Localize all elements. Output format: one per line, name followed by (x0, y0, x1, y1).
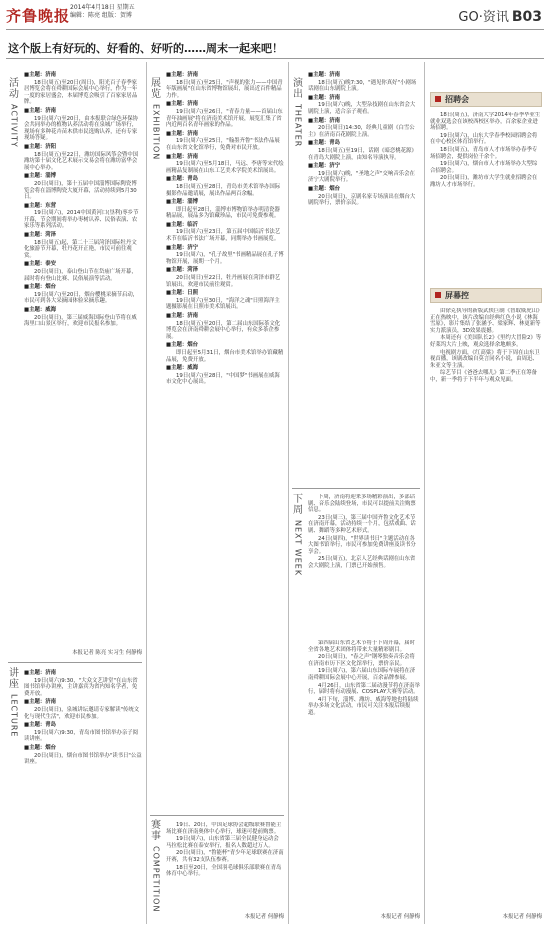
activity-byline: 本报记者 陈亮 实习生 何静梅 (72, 650, 142, 656)
section-en: LECTURE (9, 694, 19, 738)
item-text: 23日(周三)，第三届中国齐鲁文化艺术节在济南开幕，活动持续一个月，包括戏曲、话剧、舞蹈等多种艺术形式。 (308, 514, 416, 534)
item-heading: ■主题：淄博 (24, 173, 57, 180)
section-label-theater (292, 78, 304, 147)
item-text: 19日(周六)，"孔子故里"书画精品展在孔子博物馆开展，展期一个月。 (166, 252, 284, 265)
column-divider (146, 62, 147, 924)
recruit-column (430, 112, 542, 282)
item-heading: ■主题：烟台 (24, 744, 57, 751)
item-text: 20日(周日)14:30，经典儿童剧《白雪公主》在济南百花剧院上演。 (308, 125, 415, 138)
page-banner: 这个版上有好玩的、好看的、好听的……周末一起来吧！ (8, 42, 283, 55)
section-zh: 演出 (293, 78, 303, 100)
item-text: 18日(周五)至22日，潍坊国际风筝会暨中国潍坊第十届文化艺术展示交易会将在潍坊富华会展中心举办。 (24, 151, 139, 171)
item-heading: ■主题：济南 (166, 130, 199, 137)
next-week-byline: 本报记者 何静梅 (380, 914, 420, 920)
item-text: 19日(周六)至26日，"青春力量——首届山东青年油画展"将在济南美术馆开展，展览汇集了省内近两百名青年画家的作品。 (166, 108, 283, 129)
item-text: 电视剧方面，《红高粱》将于下周在山东卫视首播，该剧改编自莫言同名小说，由周迅、朱亚文等主演。 (430, 349, 540, 369)
section-zh: 讲座 (9, 668, 19, 690)
item-text: 19日(周六)9:30，青岛市图书馆举办亲子阅读讲座。 (24, 729, 139, 743)
item-text: 19日(周六)晚，"圣地之声"交响音乐会在济宁大剧院举行。 (308, 170, 415, 184)
item-heading: ■主题：济宁 (166, 244, 199, 251)
item-text: 18日至20日，全国羽毛球俱乐部联赛在青岛体育中心举行。 (166, 864, 282, 878)
newspaper-logo: 齐鲁晚报 (6, 7, 71, 25)
competition-column (166, 822, 284, 910)
section-en: THEATER (293, 104, 303, 148)
section-en: COMPETITION (151, 846, 161, 913)
item-heading: ■主题：济南 (166, 72, 199, 78)
item-text: 20日(周日)至22日，牡丹画展在菏泽市群艺馆展出，欢迎市民前往观赏。 (166, 275, 281, 288)
item-heading: ■主题：青岛 (308, 140, 341, 147)
item-text: 20日(周日)，泰山登山节在岱庙广场开幕，届时将有登山比赛、民俗展演等活动。 (24, 269, 137, 282)
item-text: 19日(周六)至28日，"中国梦"书画展在威海市文化中心展出。 (166, 372, 280, 386)
item-text: 20日(周日)，第十五届中国淄博国际陶瓷博览会将在淄博陶瓷大厦开幕，活动持续到5月30日。 (24, 180, 137, 201)
section-zh: 下周 (293, 494, 303, 516)
section-label-lecture (8, 668, 20, 737)
page-number: B03 (511, 9, 542, 25)
item-text: 18日(周五)晚7:30，"遇见你真好"小剧场话剧在山东剧院上演。 (308, 79, 417, 93)
section-zh: 展览 (151, 78, 161, 100)
item-text: 18日(周五)起，第二十三届菏泽国际牡丹文化旅游节开幕，牡丹花开正艳，市民可前往观赏。 (24, 239, 137, 259)
item-text: 19日(周六)至25日，"翰墨齐鲁"书法作品展在山东省文化馆举行，免费对市民开放。 (166, 138, 280, 151)
item-text: 18日(周五)，济南大学2014年春季毕业生就业双选会在该校西校区举办，百余家企业进场招聘。 (430, 112, 541, 132)
section-en: NEXT WEEK (293, 520, 303, 577)
item-text: 18日(周五)至20日(周日)，阳光百子春季家居博览会将在舜耕国际会展中心举行，作为一年一度的家居盛会，本届博览会吸引了百家家居品牌。 (24, 79, 138, 106)
item-text: 20日(周日)，泉城讲坛邀请专家解读"传统文化与现代生活"，欢迎市民参加。 (24, 706, 140, 720)
item-text: 20日(周日)，京剧名家专场演出在烟台大剧院举行，票价亲民。 (308, 193, 416, 207)
item-heading: ■主题：菏泽 (166, 267, 199, 274)
section-en: EXHIBITION (151, 104, 161, 161)
item-text: 20日(周日)，烟台市图书馆举办"读书日"公益讲座。 (24, 752, 142, 766)
item-text: 19日(周六)至20日，由本报联合绿色环保协会共同举办的植物认养活动将在泉城广场举行，现场有多种花卉苗木供市民选购认养，还有专家现场答疑。 (24, 115, 139, 142)
item-text: 由徐克执导的新版武侠巨制《智取威虎山》正在热映中，该片改编自经典红色小说《林海雪原》，影片集结了张涵予、梁家辉、林更新等实力派演员，3D效果震撼。 (430, 308, 541, 334)
item-text: 20日(周日)，"春之声"钢琴独奏音乐会将在济南市历下区文化馆举行，票价亲民。 (308, 654, 415, 667)
item-text: 20日(周日)，第三届威海国际登山节将在威海里口山景区举行，欢迎市民报名参加。 (24, 314, 137, 328)
item-text: 19日(周六)，山东大学春季校园招聘会将在中心校区体育馆举行。 (430, 132, 538, 146)
item-text: 19日(周六)晚，大型杂技剧在山东省会大剧院上演，适合亲子观看。 (308, 102, 416, 115)
competition-byline: 本报记者 何静梅 (244, 914, 284, 920)
item-text: 18日(周五)，青岛市人才市场举办春季专场招聘会，提供岗位千余个。 (430, 146, 538, 160)
next-week-more-column (308, 640, 420, 910)
item-text: 即日起至5月31日，烟台市美术馆举办馆藏精品展，免费开放。 (166, 349, 284, 363)
item-heading: ■主题：青岛 (24, 722, 57, 729)
item-text: 4月下旬，淄博、潍坊、威海等地也将陆续举办多场文化活动，市民可关注本报后续报道。 (308, 696, 419, 716)
section-name: GO·资讯 (458, 10, 509, 25)
page-header (458, 6, 542, 25)
item-text: 综艺节目《爸爸去哪儿》第二季正在筹备中，新一季将于下半年与观众见面。 (430, 370, 538, 383)
next-week-rule (292, 488, 420, 489)
item-heading: ■主题：济南 (166, 101, 199, 108)
item-text: 下周，济南将迎来多场精彩演出，多部话剧、音乐会陆续登场，市民可以提前关注购票信息。 (308, 494, 416, 514)
item-heading: ■主题：烟台 (308, 185, 341, 192)
lecture-rule (8, 662, 142, 663)
screen-column (430, 308, 542, 908)
item-heading: ■主题：淄博 (166, 199, 199, 206)
item-heading: ■主题：日照 (166, 290, 199, 297)
item-text: 18日(周五)至25日，"声视的张力——中国青年版画展"在山东省博物馆展出，展出近百件精品力作。 (166, 79, 283, 99)
section-en: ACTIVITY (9, 104, 19, 148)
item-heading: ■主题：东营 (24, 202, 57, 209)
activity-column (24, 70, 142, 628)
lecture-column (24, 668, 142, 920)
section-label-next-week (292, 494, 304, 576)
theater-column (308, 70, 420, 482)
item-text: 18日(周五)至19日，话剧《暗恋桃花源》在青岛大剧院上演，由知名导演执导。 (308, 147, 417, 161)
item-heading: ■主题：济南 (24, 107, 57, 114)
item-text: 24日(周四)，"世界读书日"主题活动在各大图书馆举行，市民可参加免费讲座及读书分享会。 (308, 535, 416, 555)
item-text: 18日(周五)至28日，青岛市美术馆举办国际摄影作品邀请展，展出作品两百余幅。 (166, 183, 281, 197)
item-text: 即日起至28日，淄博市博物馆举办明清瓷器精品展，展品多为馆藏珍品，市民可免费参观。 (166, 206, 280, 220)
recruit-box-title: 招聘会 (430, 92, 542, 107)
exhibition-column (166, 70, 284, 810)
header-rule (6, 29, 544, 30)
item-heading: ■主题：菏泽 (24, 232, 57, 239)
screen-byline: 本报记者 何静梅 (502, 914, 542, 920)
item-heading: ■主题：威海 (24, 307, 57, 313)
item-heading: ■主题：济南 (24, 72, 57, 78)
item-text: 19日(周六)，烟台市人才市场举办大型综合招聘会。 (430, 161, 538, 174)
item-heading: ■主题：济阳 (24, 143, 57, 150)
item-text: 19日(周六)，山东省第三届全民健身运动会马拉松比赛在泰安举行，报名人数超过万人。 (166, 836, 279, 849)
item-text: 第四届山东省艺术节将于下周开幕，届时全省各地艺术团体将带来大量精彩剧目。 (308, 640, 416, 653)
competition-rule (150, 815, 284, 816)
issue-date: 2014年4月18日 星期五 (70, 4, 135, 11)
item-heading: ■主题：济南 (24, 699, 57, 706)
masthead-meta (70, 4, 135, 20)
banner-rule (6, 58, 544, 59)
item-text: 19日(周六)，2014中国黄河口(垦利)枣乡节开幕，节会期间将举办枣树认养、民俗表演、农家乐等系列活动。 (24, 210, 139, 230)
item-heading: ■主题：烟台 (166, 342, 199, 349)
item-heading: ■主题：济宁 (308, 163, 341, 170)
item-text: 20日(周日)，潍坊市大学生就业招聘会在潍坊人才市场举行。 (430, 175, 538, 188)
screen-box-title: 屏幕控 (430, 288, 542, 303)
item-heading: ■主题：烟台 (24, 284, 57, 291)
item-text: 19日(周六)9:30，"大众文艺讲堂"在山东省图书馆举办讲座，主讲嘉宾为省内知名学者，免费开放。 (24, 677, 138, 697)
section-label-activity (8, 78, 20, 148)
item-heading: ■主题：临沂 (166, 221, 199, 228)
item-text: 19日(周六)至23日，第五届中国临沂书法艺术节在临沂书法广场开幕，同期举办书画展览。 (166, 229, 281, 243)
item-text: 19日(周六)至30日，"海洋之魂"日照海洋主题摄影展在日照市美术馆展出。 (166, 297, 280, 311)
item-text: 本周还有《美国队长2》《里约大冒险2》等好莱坞大片上映，观众选择余地颇多。 (430, 335, 542, 348)
item-text: 18日(周五)至20日，第二届山东国际茶文化博览会在济南舜耕会展中心举行，有众多茶企参展。 (166, 320, 281, 340)
column-divider (424, 62, 425, 924)
item-text: 20日(周日)，"鲁能杯"青少年足球联赛在济南开赛，共有32支队伍参赛。 (166, 850, 284, 863)
item-heading: ■主题：济南 (308, 72, 341, 78)
item-text: 19日(周六)至20日，烟台樱桃采摘节启动，市民可到各大采摘园体验采摘乐趣。 (24, 291, 139, 305)
item-heading: ■主题：济南 (308, 117, 341, 124)
next-week-column (308, 494, 420, 634)
column-divider (288, 62, 289, 924)
item-text: 25日(周五)，北京人艺经典话剧在山东省会大剧院上演，门票已开始预售。 (308, 556, 416, 569)
section-zh: 赛事 (151, 820, 161, 842)
item-text: 19日、20日，中国足球协会超级联赛鲁能主场比赛在济南奥体中心举行，球迷可提前购票。 (166, 822, 282, 835)
item-heading: ■主题：泰安 (24, 261, 57, 268)
staff-credits: 编辑：陈亮 组版：贺博 (70, 12, 132, 19)
item-text: 19日(周六)至5月18日，马远、李唐等宋代绘画精品复制展在山东工艺美术学院美术馆展出。 (166, 161, 284, 174)
item-heading: ■主题：济南 (24, 670, 57, 676)
item-heading: ■主题：威海 (166, 365, 199, 372)
item-heading: ■主题：青岛 (166, 176, 199, 183)
item-heading: ■主题：济南 (166, 153, 199, 160)
section-zh: 活动 (9, 78, 19, 100)
section-label-competition (150, 820, 162, 912)
item-text: 4月26日，山东省第二届动漫节将在济南举行，届时将有动漫展、COSPLAY大赛等活动。 (308, 682, 420, 696)
item-text: 19日(周六)，第六届山东国际车展将在济南舜耕国际会展中心开展，百余品牌参展。 (308, 668, 416, 681)
item-heading: ■主题：济南 (166, 313, 199, 319)
item-heading: ■主题：济南 (308, 94, 341, 101)
section-label-exhibition (150, 78, 162, 160)
